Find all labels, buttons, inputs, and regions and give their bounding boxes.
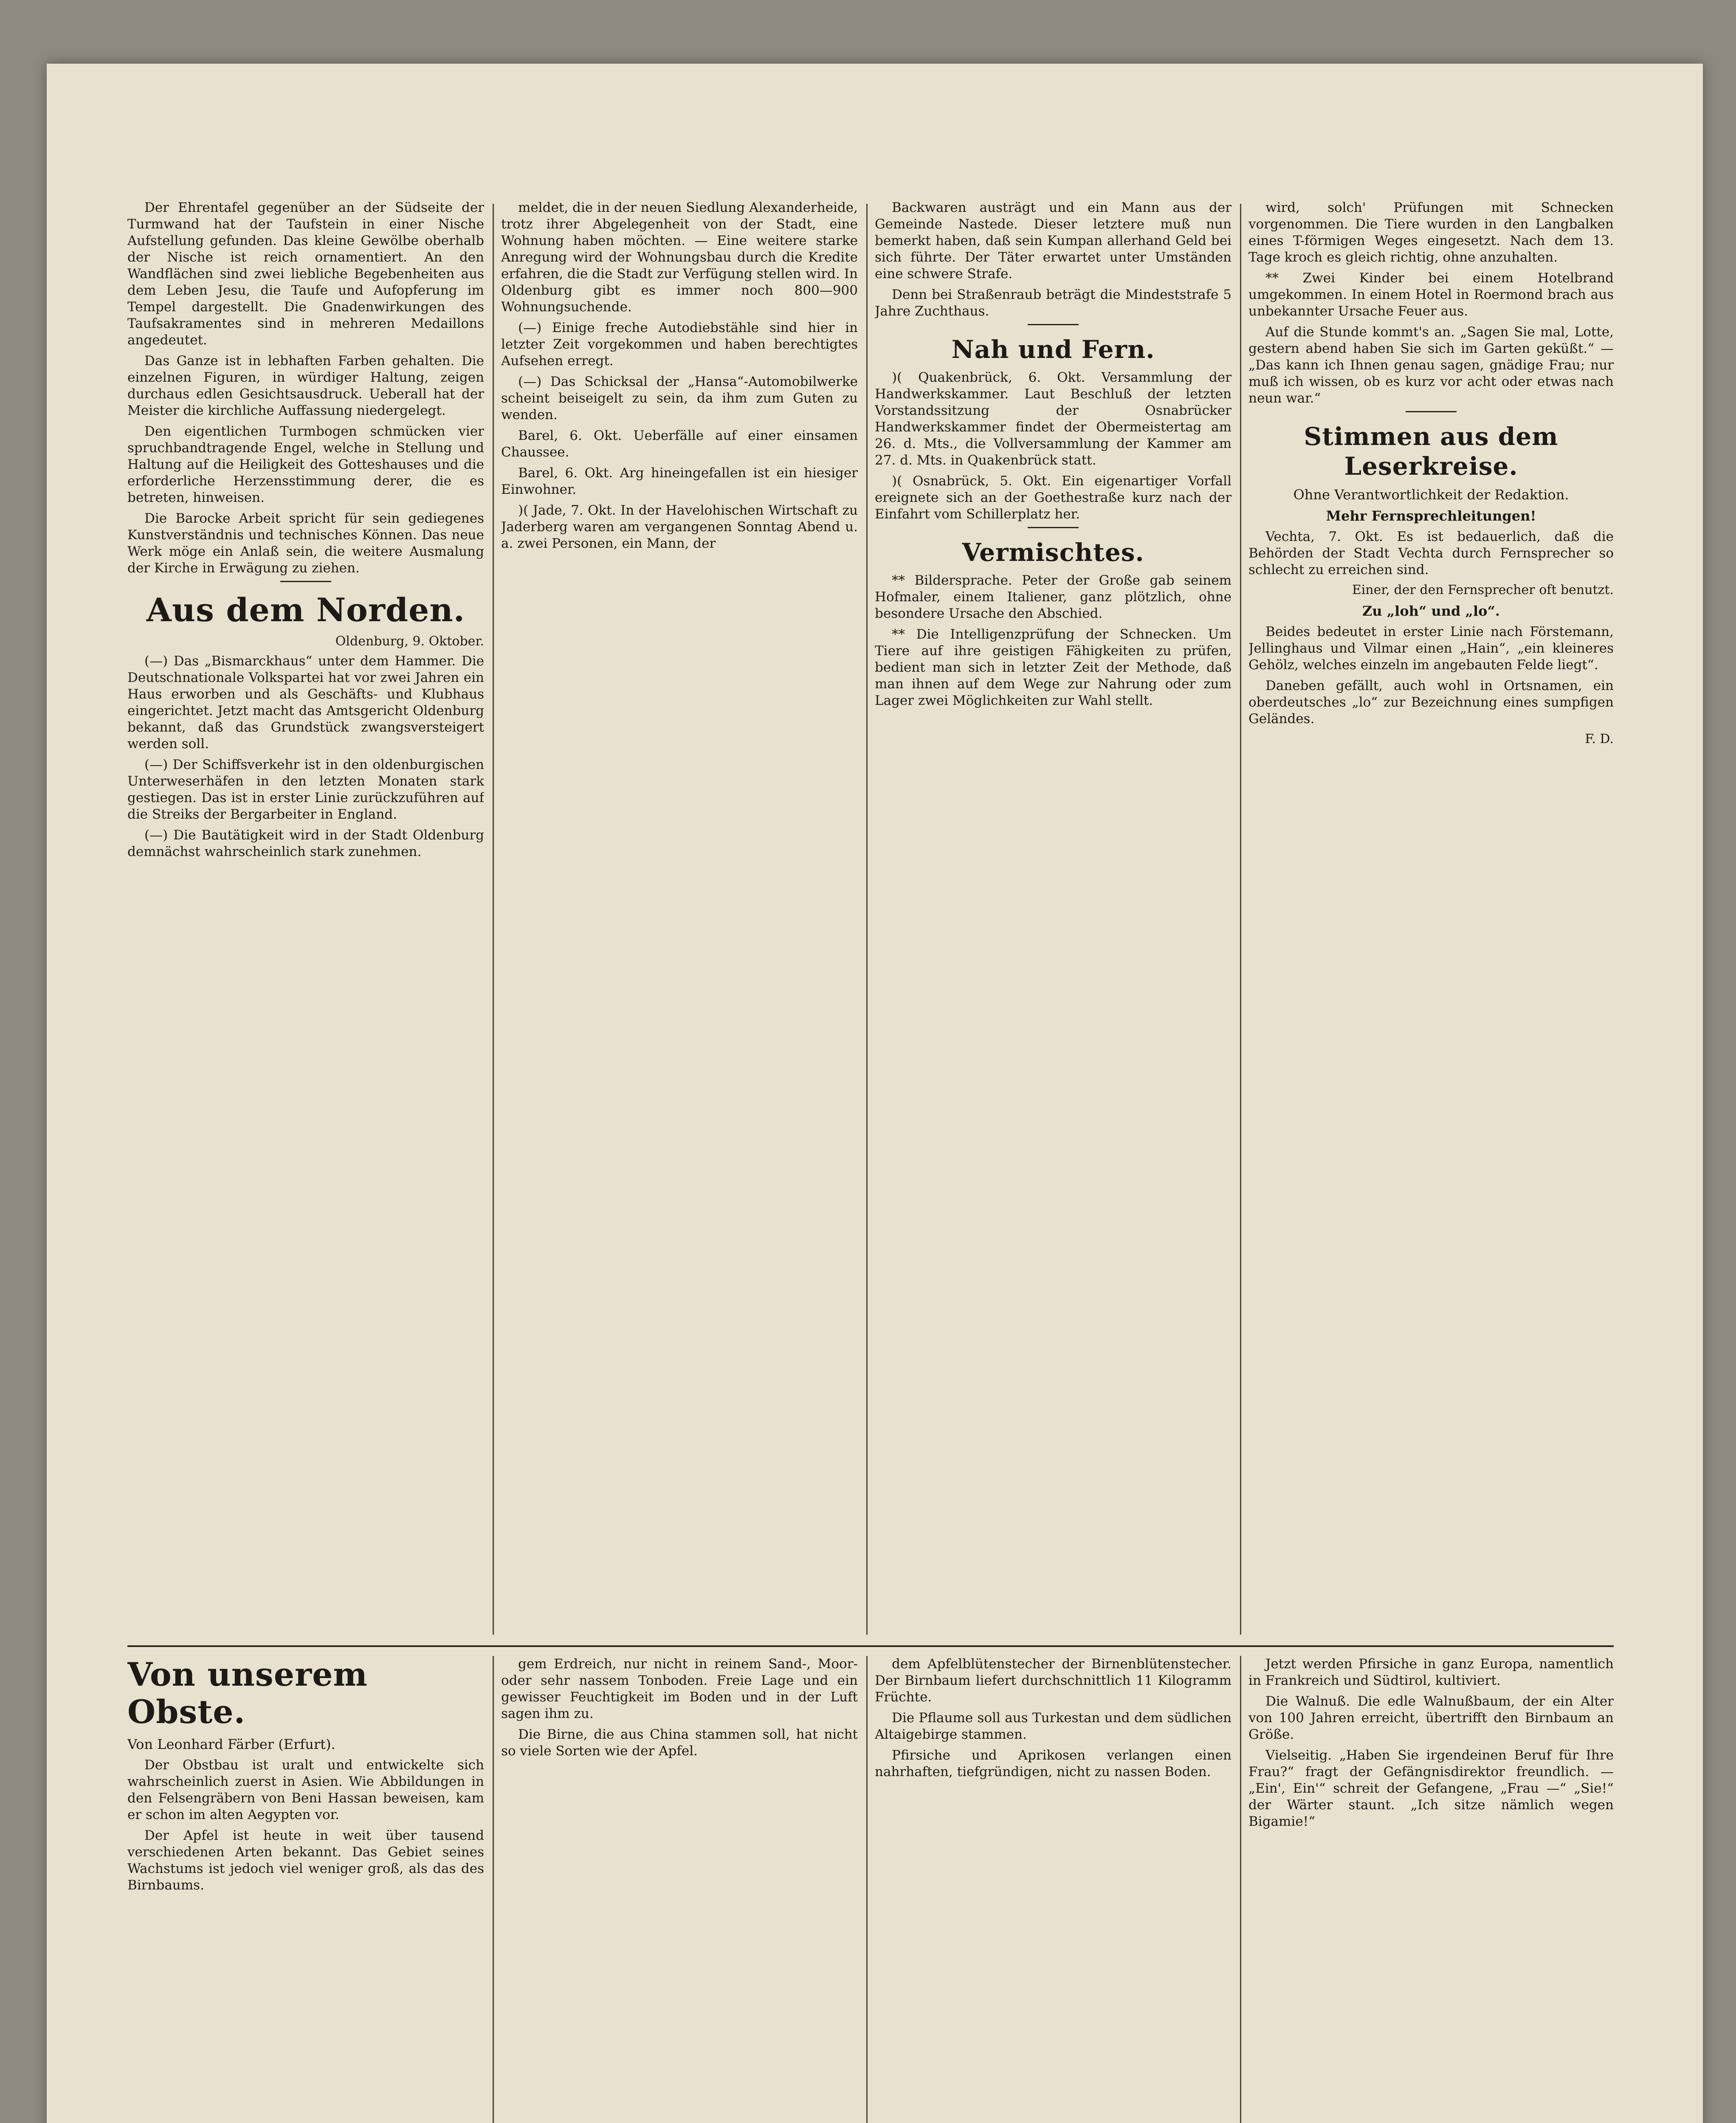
article-paragraph: (—) Das Schicksal der „Hansa“-Automobilwerke scheint beiseigelt zu sein, da ihm zum Guten zu wenden. — [501, 374, 858, 422]
section-subtitle: Zu „loh“ und „lo“. — [1362, 603, 1500, 619]
signature: Einer, der den Fernsprecher oft benutzt. — [1352, 583, 1614, 597]
article-paragraph: Die Barocke Arbeit spricht für sein gediegenes Kunstverständnis und technisches Können. Das neue Werk möge ein Anlaß sein, die weitere Ausmalung der Kirche in Erwägung zu ziehen. — [127, 511, 484, 576]
article-paragraph: Pfirsiche und Aprikosen verlangen einen nahrhaften, tiefgründigen, nicht zu nassen Boden. — [875, 1748, 1232, 1779]
article-paragraph: Beides bedeutet in erster Linie nach Förstemann, Jellinghaus und Vilmar einen „Hain“, „ein kleineres Gehölz, welches einzeln im angebauten Felde liegt“. — [1248, 624, 1614, 673]
column-divider — [1240, 1656, 1241, 2123]
dateline: Oldenburg, 9. Oktober. — [335, 634, 484, 649]
article-paragraph: Der Ehrentafel gegenüber an der Südseite der Turmwand hat der Taufstein in einer Nische Aufstellung gefunden. Das kleine Gewölbe oberhalb der Nische ist reich ornamentiert. An den Wandflächen sind zwei liebliche Begebenheiten aus dem Leben Jesu, die Taufe und Aufopferung im Tempel dargestellt. Die Gnadenwirkungen des Taufsakramentes sind in mehreren Medaillons angedeutet. — [127, 200, 484, 348]
section-subtitle: Mehr Fernsprechleitungen! — [1326, 508, 1536, 524]
article-paragraph: Jetzt werden Pfirsiche in ganz Europa, namentlich in Frankreich und Südtirol, kultiviert. — [1248, 1656, 1614, 1688]
article-paragraph: Barel, 6. Okt. Arg hineingefallen ist ein hiesiger Einwohner. — [501, 465, 858, 497]
section-heading: Vermischtes. — [962, 538, 1144, 567]
article-paragraph: meldet, die in der neuen Siedlung Alexanderheide, trotz ihrer Abgelegenheit von der Stadt, eine Wohnung haben möchten. — Eine weitere starke Anregung wird der Wohnungsbau durch die Kredite erfahren, die die Stadt zur Verfügung stellen wird. In Oldenburg gibt es immer noch 800—900 Wohnungsuchende. — [501, 200, 858, 315]
top-column-4 — [1248, 200, 1614, 1639]
article-paragraph: Das Ganze ist in lebhaften Farben gehalten. Die einzelnen Figuren, in würdiger Haltung, zeigen durchaus edlen Gesichtsausdruck. Ueberall hat der Meister die kirchliche Auffassung niedergelegt. — [127, 353, 484, 418]
section-subtitle: Ohne Verantwortlichkeit der Redaktion. — [1293, 487, 1569, 503]
article-paragraph: Daneben gefällt, auch wohl in Ortsnamen, ein oberdeutsches „lo“ zur Bezeichnung eines sumpfigen Geländes. — [1248, 678, 1614, 726]
article-paragraph: ** Zwei Kinder bei einem Hotelbrand umgekommen. In einem Hotel in Roermond brach aus unbekannter Ursache Feuer aus. — [1248, 270, 1614, 319]
newspaper-page — [47, 64, 1703, 2123]
bottom-column-4 — [1248, 1656, 1614, 2123]
article-paragraph: Vielseitig. „Haben Sie irgendeinen Beruf für Ihre Frau?“ fragt der Gefängnisdirektor freundlich. — „Ein', Ein'“ schreit der Gefangene, „Frau —“ „Sie!“ der Wärter staunt. „Ich sitze nämlich wegen Bigamie!“ — [1248, 1748, 1614, 1829]
article-paragraph: Den eigentlichen Turmbogen schmücken vier spruchbandtragende Engel, welche in Stellung und Haltung auf die Heiligkeit des Gotteshauses und die erforderliche Herzensstimmung derer, die es betreten, hinweisen. — [127, 424, 484, 505]
column-divider — [866, 204, 868, 1635]
section-rule — [1028, 527, 1079, 528]
bottom-column-2 — [501, 1656, 858, 2123]
article-paragraph: dem Apfelblütenstecher der Birnenblütenstecher. Der Birnbaum liefert durchschnittlich 11 Kilogramm Früchte. — [875, 1656, 1232, 1705]
bottom-column-3 — [875, 1656, 1232, 2123]
article-paragraph: )( Osnabrück, 5. Okt. Ein eigenartiger Vorfall ereignete sich an der Goethestraße kurz nach der Einfahrt vom Schillerplatz her. — [875, 473, 1232, 522]
article-paragraph: ** Bildersprache. Peter der Große gab seinem Hofmaler, einem Italiener, ganz plötzlich, ohne besondere Ursache den Abschied. — [875, 573, 1232, 621]
article-paragraph: Die Pflaume soll aus Turkestan und dem südlichen Altaigebirge stammen. — [875, 1710, 1232, 1742]
article-paragraph: gem Erdreich, nur nicht in reinem Sand-, Moor- oder sehr nassem Tonboden. Freie Lage und ein gewisser Feuchtigkeit im Boden und in der Luft sagen ihm zu. — [501, 1656, 858, 1721]
column-divider — [493, 204, 494, 1635]
section-rule — [280, 581, 331, 582]
article-paragraph: Der Apfel ist heute in weit über tausend verschiedenen Arten bekannt. Das Gebiet seines Wachstums ist jedoch viel weniger groß, als das des Birnbaums. — [127, 1828, 484, 1893]
article-paragraph: Der Obstbau ist uralt und entwickelte sich wahrscheinlich zuerst in Asien. Wie Abbildungen in den Felsengräbern von Beni Hassan beweisen, kam er schon im alten Aegypten vor. — [127, 1757, 484, 1822]
section-divider — [127, 1645, 1614, 1647]
top-column-3 — [875, 200, 1232, 1639]
article-paragraph: Vechta, 7. Okt. Es ist bedauerlich, daß die Behörden der Stadt Vechta durch Fernsprecher so schlecht zu erreichen sind. — [1248, 529, 1614, 577]
article-paragraph: )( Quakenbrück, 6. Okt. Versammlung der Handwerkskammer. Laut Beschluß der letzten Vorstandssitzung der Osnabrücker Handwerkskammer findet der Obermeistertag am 26. d. Mts., die Vollversammlung der Kammer am 27. d. Mts. in Quakenbrück statt. — [875, 370, 1232, 468]
column-divider — [1240, 204, 1241, 1635]
top-column-1 — [127, 200, 484, 1639]
article-paragraph: (—) Der Schiffsverkehr ist in den oldenburgischen Unterweserhäfen in den letzten Monaten stark gestiegen. Das ist in erster Linie zurückzuführen auf die Streiks der Bergarbeiter in England. — [127, 757, 484, 822]
section-rule — [1406, 411, 1457, 412]
article-paragraph: ** Die Intelligenzprüfung der Schnecken. Um Tiere auf ihre geistigen Fähigkeiten zu prüfen, bedient man sich in letzter Zeit der Methode, daß man ihnen auf dem Wege zur Nahrung oder zum Lager zwei Möglichkeiten zur Wahl stellt. — [875, 627, 1232, 708]
column-divider — [493, 1656, 494, 2123]
article-paragraph: Die Birne, die aus China stammen soll, hat nicht so viele Sorten wie der Apfel. — [501, 1727, 858, 1759]
article-paragraph: Barel, 6. Okt. Ueberfälle auf einer einsamen Chaussee. — [501, 428, 858, 460]
article-paragraph: (—) Das „Bismarckhaus“ unter dem Hammer. Die Deutschnationale Volkspartei hat vor zwei Jahren ein Haus erworben und als Geschäfts- und Klubhaus eingerichtet. Jetzt macht das Amtsgericht Oldenburg bekannt, daß das Grundstück zwangsversteigert werden soll. — [127, 653, 484, 752]
section-heading: Nah und Fern. — [951, 335, 1155, 364]
article-byline: Von Leonhard Färber (Erfurt). — [127, 1736, 335, 1752]
article-heading: Von unserem Obste. — [127, 1656, 368, 1731]
section-rule — [1028, 324, 1079, 325]
article-paragraph: Die Walnuß. Die edle Walnußbaum, der ein Alter von 100 Jahren erreicht, übertrifft den Birnbaum an Größe. — [1248, 1694, 1614, 1742]
article-paragraph: Denn bei Straßenraub beträgt die Mindeststrafe 5 Jahre Zuchthaus. — [875, 287, 1232, 319]
article-paragraph: Backwaren austrägt und ein Mann aus der Gemeinde Nastede. Dieser letztere muß nun bemerkt haben, daß sein Kumpan allerhand Geld bei sich führte. Der Täter erwartet unter Umständen eine schwere Strafe. — [875, 200, 1232, 282]
section-heading: Aus dem Norden. — [146, 591, 465, 629]
top-column-2 — [501, 200, 858, 1639]
article-paragraph: )( Jade, 7. Okt. In der Havelohischen Wirtschaft zu Jaderberg waren am vergangenen Sonntag Abend u. a. zwei Personen, ein Mann, der — [501, 503, 858, 551]
section-heading: Stimmen aus dem Leserkreise. — [1304, 422, 1558, 481]
article-paragraph: wird, solch' Prüfungen mit Schnecken vorgenommen. Die Tiere wurden in den Langbalken eines T-förmigen Weges eingesetzt. Nach dem 13. Tage kroch es gleich richtig, ohne anzuhalten. — [1248, 200, 1614, 265]
bottom-column-1 — [127, 1656, 484, 2123]
column-divider — [866, 1656, 868, 2123]
article-paragraph: Auf die Stunde kommt's an. „Sagen Sie mal, Lotte, gestern abend haben Sie sich im Garten geküßt.“ — „Das kann ich Ihnen genau sagen, gnädige Frau; nur muß ich wissen, ob es kurz vor acht oder etwas nach neun war.“ — [1248, 324, 1614, 406]
article-paragraph: (—) Die Bautätigkeit wird in der Stadt Oldenburg demnächst wahrscheinlich stark zunehmen. — [127, 828, 484, 859]
signature: F. D. — [1585, 732, 1614, 746]
article-paragraph: (—) Einige freche Autodiebstähle sind hier in letzter Zeit vorgekommen und haben berechtigtes Aufsehen erregt. — [501, 320, 858, 369]
